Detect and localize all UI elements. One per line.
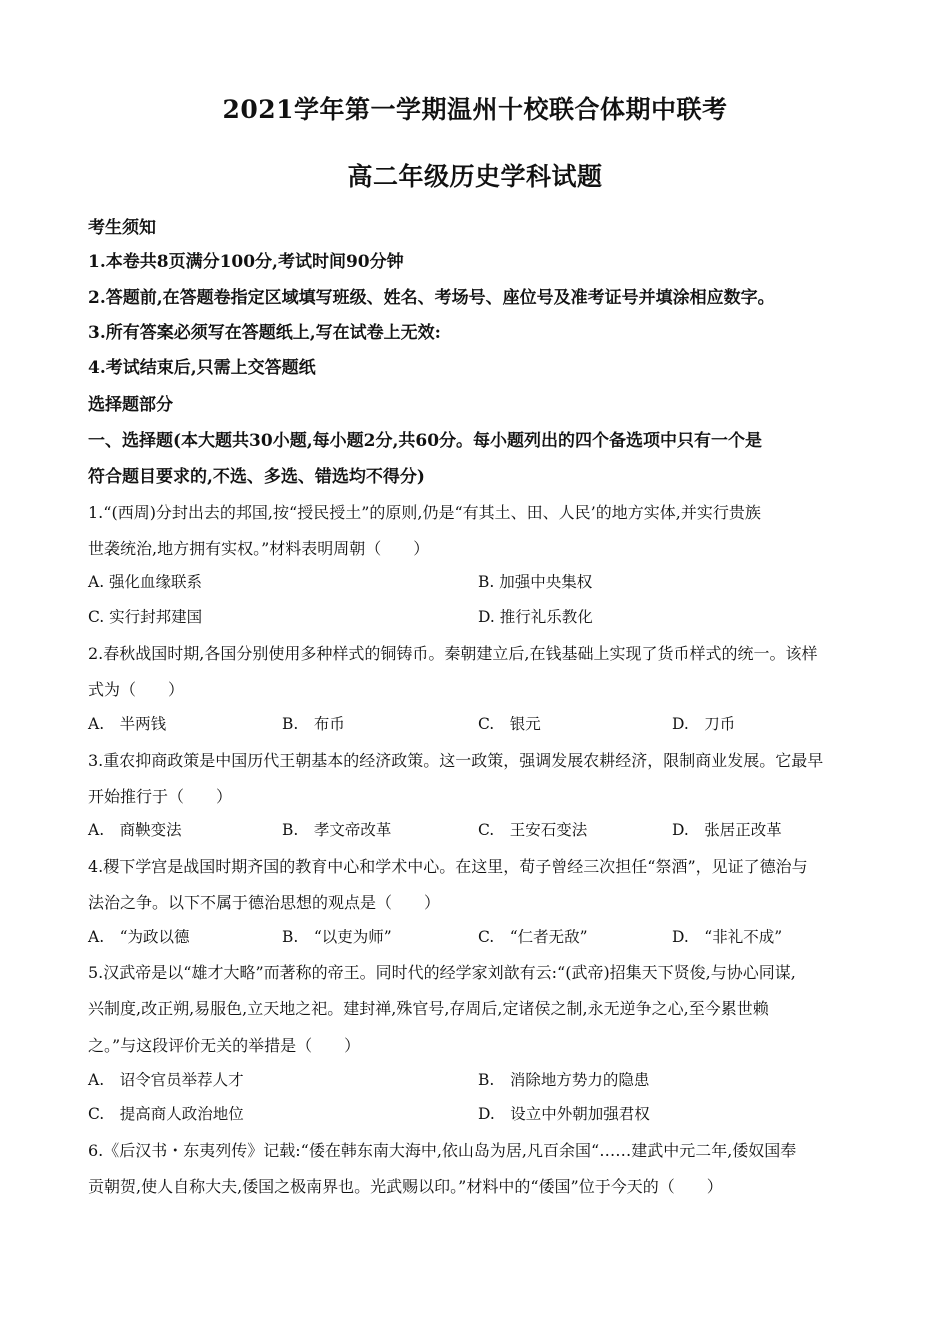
question-4-option-a: A. “为政以德 xyxy=(88,928,190,946)
question-6-text: 6.《后汉书・东夷列传》记载:“倭在韩东南大海中,依山岛为居,凡百余国“……建武中元二年,倭奴国奉 xyxy=(88,1141,797,1160)
question-1-option-b: B. 加强中央集权 xyxy=(478,573,593,591)
question-1-option-a: A. 强化血缘联系 xyxy=(88,573,203,591)
question-2-text: 2.春秋战国时期,各国分别使用多种样式的铜铸币。秦朝建立后,在钱基础上实现了货币样式的统一。该样 xyxy=(88,644,818,663)
question-1-option-d: D. 推行礼乐教化 xyxy=(478,608,593,626)
notice-heading: 考生须知 xyxy=(88,218,156,238)
question-3-option-b: B. 孝文帝改革 xyxy=(282,821,392,839)
notice-item: 1.本卷共8页满分100分,考试时间90分钟 xyxy=(88,252,404,272)
question-3-option-d: D. 张居正改革 xyxy=(672,821,782,839)
question-1-text: 1.“(西周)分封出去的邦国,按“授民授土”的原则,仍是“有其土、田、人民’的地方实体,并实行贵族 xyxy=(88,503,761,522)
notice-item: 2.答题前,在答题卷指定区域填写班级、姓名、考场号、座位号及准考证号并填涂相应数字。 xyxy=(88,288,775,308)
question-3-text: 3.重农抑商政策是中国历代王朝基本的经济政策。这一政策，强调发展农耕经济，限制商业发展。它最早 xyxy=(88,751,824,770)
question-4-option-d: D. “非礼不成” xyxy=(672,928,783,946)
exam-subtitle: 高二年级历史学科试题 xyxy=(347,162,603,191)
question-5-text: 5.汉武帝是以“雄才大略”而著称的帝王。同时代的经学家刘歆有云:“(武帝)招集天下贤俊,与协心同谋, xyxy=(88,963,796,982)
question-6-text: 贡朝贺,使人自称大夫,倭国之极南界也。光武赐以印。”材料中的“倭国”位于今天的（ ） xyxy=(88,1177,723,1196)
question-5-text: 兴制度,改正朔,易服色,立天地之祀。建封禅,殊官号,存周后,定诸侯之制,永无逆争之心,至今累世赖 xyxy=(88,999,769,1018)
question-4-text: 4.稷下学宫是战国时期齐国的教育中心和学术中心。在这里，荀子曾经三次担任“祭酒”，见证了德治与 xyxy=(88,857,808,876)
question-5-option-a: A. 诏令官员举荐人才 xyxy=(88,1071,244,1089)
section-heading: 选择题部分 xyxy=(88,395,173,415)
question-5-option-b: B. 消除地方势力的隐患 xyxy=(478,1071,650,1089)
question-5-text: 之。”与这段评价无关的举措是（ ） xyxy=(88,1036,361,1055)
notice-item: 3.所有答案必须写在答题纸上,写在试卷上无效: xyxy=(88,323,441,343)
exam-title: 2021学年第一学期温州十校联合体期中联考 xyxy=(222,95,728,124)
question-4-option-b: B. “以吏为师” xyxy=(282,928,392,946)
question-5-option-c: C. 提高商人政治地位 xyxy=(88,1105,244,1123)
question-3-option-c: C. 王安石变法 xyxy=(478,821,588,839)
question-2-option-d: D. 刀币 xyxy=(672,715,736,733)
question-4-text: 法治之争。以下不属于德治思想的观点是（ ） xyxy=(88,893,441,912)
question-2-option-b: B. 布币 xyxy=(282,715,345,733)
question-5-option-d: D. 设立中外朝加强君权 xyxy=(478,1105,650,1123)
notice-item: 4.考试结束后,只需上交答题纸 xyxy=(88,358,316,378)
question-1-text: 世袭统治,地方拥有实权。”材料表明周朝（ ） xyxy=(88,539,430,558)
question-2-option-c: C. 银元 xyxy=(478,715,541,733)
question-3-text: 开始推行于（ ） xyxy=(88,787,233,806)
question-4-option-c: C. “仁者无敌” xyxy=(478,928,588,946)
question-1-option-c: C. 实行封邦建国 xyxy=(88,608,203,626)
question-3-option-a: A. 商鞅变法 xyxy=(88,821,182,839)
question-2-text: 式为（ ） xyxy=(88,680,185,699)
part-heading-cont: 符合题目要求的,不选、多选、错选均不得分) xyxy=(88,467,425,487)
part-heading: 一、选择题(本大题共30小题,每小题2分,共60分。每小题列出的四个备选项中只有一个是 xyxy=(88,431,763,451)
question-2-option-a: A. 半两钱 xyxy=(88,715,167,733)
